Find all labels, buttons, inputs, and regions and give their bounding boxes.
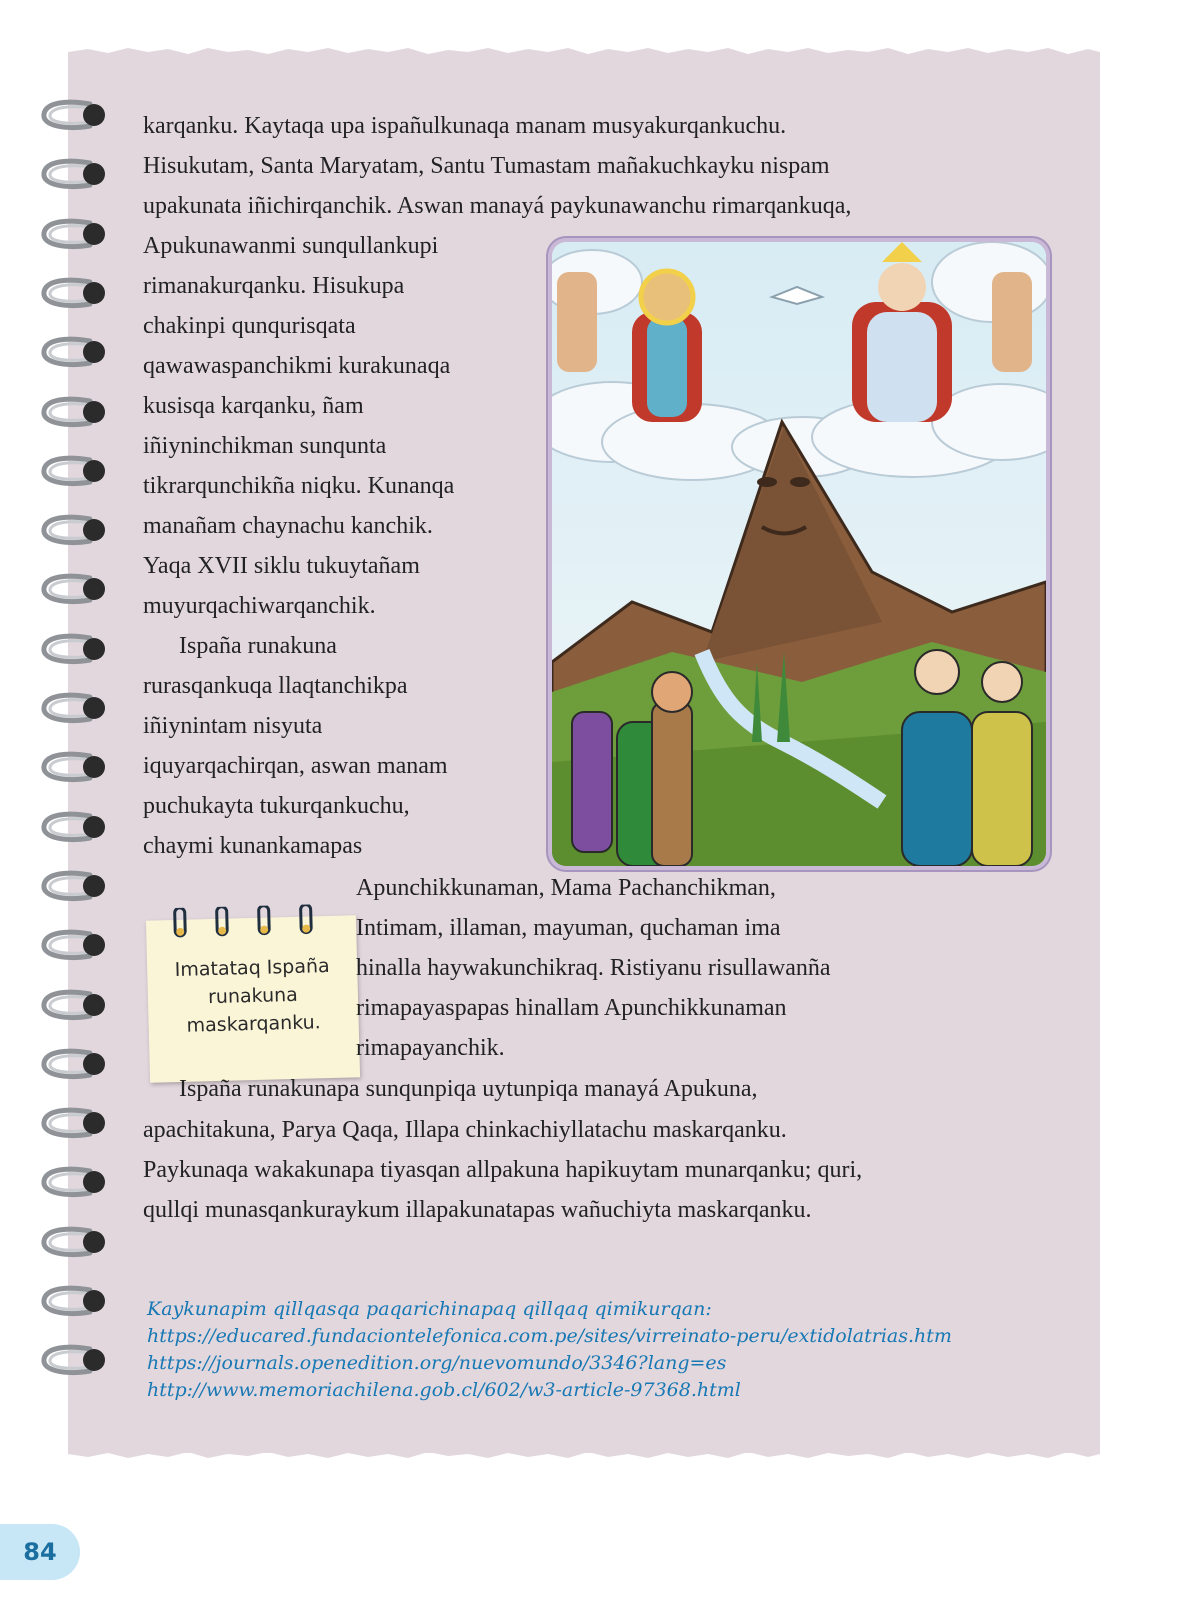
spiral-ring-icon — [38, 274, 110, 314]
spiral-ring-icon — [38, 808, 110, 848]
spiral-ring-icon — [38, 215, 110, 255]
text-line: karqanku. Kaytaqa upa ispañulkunaqa manam musyakurqankuchu. — [143, 113, 787, 139]
spiral-ring-icon — [38, 452, 110, 492]
text-line: Hisukutam, Santa Maryatam, Santu Tumastam mañakuchkayku nispam — [143, 153, 830, 179]
text-line: apachitakuna, Parya Qaqa, Illapa chinkachiyllatachu maskarqanku. — [143, 1117, 787, 1143]
text-line: Apunchikkunaman, Mama Pachanchikman, — [356, 875, 776, 901]
spiral-ring-icon — [38, 867, 110, 907]
torn-edge-top — [68, 46, 1100, 58]
text-line: qawawaspanchikmi kurakunaqa — [143, 353, 451, 379]
text-line: iñiyninchikman sunqunta — [143, 433, 387, 459]
ring-icon — [256, 905, 273, 937]
torn-edge-bottom — [68, 1448, 1100, 1460]
spiral-ring-icon — [38, 511, 110, 551]
spiral-ring-icon — [38, 96, 110, 136]
spiral-ring-icon — [38, 1163, 110, 1203]
page-number: 84 — [0, 1524, 80, 1580]
text-line: rurasqankuqa llaqtanchikpa — [143, 673, 408, 699]
text-line: Intimam, illaman, mayuman, quchaman ima — [356, 915, 781, 941]
text-line: Ispaña runakuna — [179, 633, 337, 659]
spiral-ring-icon — [38, 155, 110, 195]
spiral-ring-icon — [38, 333, 110, 373]
ring-icon — [214, 907, 231, 939]
text-line: puchukayta tukurqankuchu, — [143, 793, 410, 819]
spiral-ring-icon — [38, 570, 110, 610]
references-heading: Kaykunapim qillqasqa paqarichinapaq qillqaq qimikurqan: — [147, 1298, 712, 1320]
spiral-ring-icon — [38, 689, 110, 729]
reference-link[interactable]: http://www.memoriachilena.gob.cl/602/w3-article-97368.html — [147, 1379, 741, 1401]
reference-link[interactable]: https://journals.openedition.org/nuevomundo/3346?lang=es — [147, 1352, 727, 1374]
spiral-ring-icon — [38, 986, 110, 1026]
text-line: Ispaña runakunapa sunqunpiqa uytunpiqa manayá Apukuna, — [179, 1076, 758, 1102]
text-line: tikrarqunchikña niqku. Kunanqa — [143, 473, 455, 499]
spiral-ring-icon — [38, 748, 110, 788]
note-question: Imatataq Ispaña runakuna maskarqanku. — [174, 954, 330, 1037]
spiral-ring-icon — [38, 1341, 110, 1381]
text-line: qullqi munasqankuraykum illapakunatapas wañuchiyta maskarqanku. — [143, 1197, 812, 1223]
text-line: iquyarqachirqan, aswan manam — [143, 753, 448, 779]
spiral-ring-icon — [38, 1282, 110, 1322]
text-line: muyurqachiwarqanchik. — [143, 593, 376, 619]
text-line: manañam chaynachu kanchik. — [143, 513, 433, 539]
reference-link[interactable]: https://educared.fundaciontelefonica.com.pe/sites/virreinato-peru/extidolatrias.htm — [147, 1325, 952, 1347]
text-line: Yaqa XVII siklu tukuytañam — [143, 553, 420, 579]
spiral-ring-icon — [38, 1104, 110, 1144]
text-line: chaymi kunankamapas — [143, 833, 363, 859]
text-line: rimanakurqanku. Hisukupa — [143, 273, 405, 299]
ring-icon — [298, 904, 315, 936]
spiral-ring-icon — [38, 630, 110, 670]
spiral-ring-icon — [38, 1223, 110, 1263]
text-line: rimapayaspapas hinallam Apunchikkunaman — [356, 995, 787, 1021]
text-line: rimapayanchik. — [356, 1035, 505, 1061]
ring-icon — [172, 908, 189, 940]
text-line: iñiynintam nisyuta — [143, 713, 323, 739]
spiral-ring-icon — [38, 1045, 110, 1085]
illustration-mountain-apu — [552, 242, 1046, 866]
text-line: Apukunawanmi sunqullankupi — [143, 233, 439, 259]
text-line: chakinpi qunqurisqata — [143, 313, 356, 339]
text-line: hinalla haywakunchikraq. Ristiyanu risullawanña — [356, 955, 831, 981]
text-line: Paykunaqa wakakunapa tiyasqan allpakuna hapikuytam munarqanku; quri, — [143, 1157, 863, 1183]
references — [147, 1296, 952, 1404]
text-line: kusisqa karqanku, ñam — [143, 393, 364, 419]
sticky-note — [146, 915, 360, 1082]
text-line: upakunata iñichirqanchik. Aswan manayá paykunawanchu rimarqankuqa, — [143, 193, 852, 219]
spiral-ring-icon — [38, 393, 110, 433]
spiral-ring-icon — [38, 926, 110, 966]
